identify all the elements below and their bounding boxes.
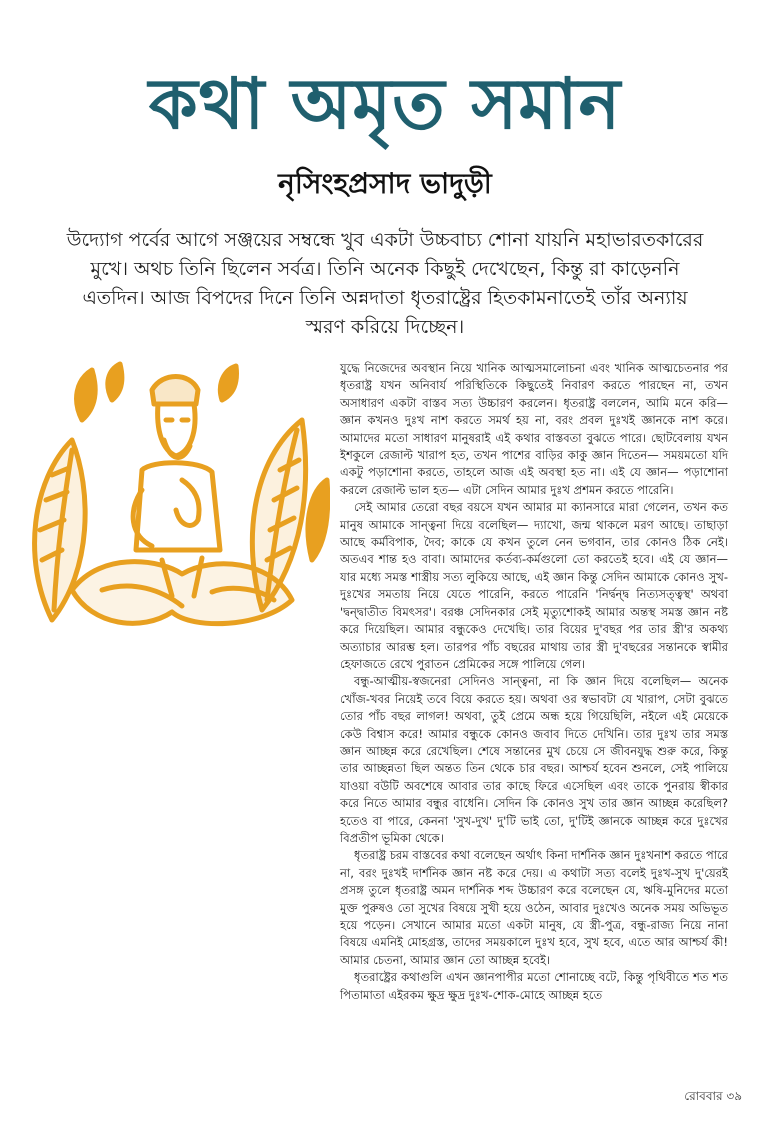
author-name: নৃসিংহপ্রসাদ ভাদুড়ী (278, 167, 492, 200)
body-paragraph: সেই আমার তেরো বছর বয়সে যখন আমার মা ক্যানসারে মারা গেলেন, তখন কত মানুষ আমাকে সান্ত্বনা দিয়ে বলেছিল— দ্যাখো, জন্ম থাকলে মরণ আছে। তাছাড়া আছে কর্মবিপাক, দৈব; কাকে যে কখন তুলে নেন ভগবান, তার কোনও ঠিক নেই। অতএব শান্ত হও বাবা। আমাদের কর্তব্য-কর্মগুলো তো করতেই হবে। এই যে জ্ঞান— যার মধ্যে সমস্ত শাস্ত্রীয় সত্য লুকিয়ে আছে, এই জ্ঞান কিন্তু সেদিন আমাকে কোনও সুখ-দুঃখের সমতায় নিয়ে যেতে পারেনি, করতে পারেনি 'নির্দ্বন্দ্ব নিত্যসত্ত্বস্থ' অথবা 'দ্বন্দ্বাতীত বিমৎসর'। বরঞ্চ সেদিনকার সেই মৃত্যুশোকই আমার অন্তস্থ সমস্ত জ্ঞান নষ্ট করে দিয়েছিল। আমার বন্ধুকেও দেখেছি। তার বিয়ের দু'বছর পর তার স্ত্রী'র অকথ্য অত্যাচার আরম্ভ হল। তারপর পাঁচ বছরের মাথায় তার স্ত্রী দু'বছরের সন্তানকে স্বামীর হেফাজতে রেখে পুরাতন প্রেমিকের সঙ্গে পালিয়ে গেল। (340, 500, 728, 671)
body-paragraph: ধৃতরাষ্ট্রের কথাগুলি এখন জ্ঞানপাপীর মতো শোনাচ্ছে বটে, কিন্তু পৃথিবীতে শত শত পিতামাতা এইরকম ক্ষুদ্র ক্ষুদ্র দুঃখ-শোক-মোহে আচ্ছন্ন হতে (340, 970, 728, 1002)
body-paragraph: ধৃতরাষ্ট্র চরম বাস্তবের কথা বলেছেন অর্থাৎ কিনা দার্শনিক জ্ঞান দুঃখনাশ করতে পারে না, বরং দুঃখই দার্শনিক জ্ঞান নষ্ট করে দেয়। এ কথাটা সত্য বলেই দুঃখ-সুখ দু'য়েরই প্রসঙ্গ তুলে ধৃতরাষ্ট্র অমন দার্শনিক শব্দ উচ্চারণ করে বলেছেন যে, ঋষি-মুনিদের মতো মুক্ত পুরুষও তো সুখের বিষয়ে সুখী হয়ে ওঠেন, আবার দুঃখেও অনেক সময় অভিভূত হয়ে পড়েন। সেখানে আমার মতো একটা মানুষ, যে স্ত্রী-পুত্র, বন্ধু-রাজ্য নিয়ে নানা বিষয়ে এমনিই মোহগ্রস্ত, তাদের সময়কালে দুঃখ হবে, সুখ হবে, এতে আর আশ্চর্য কী! আমার চেতনা, আমার জ্ঞান তো আচ্ছন্ন হবেই। (340, 848, 728, 967)
body-paragraph: যুদ্ধে নিজেদের অবস্থান নিয়ে খানিক আত্মসমালোচনা এবং খানিক আত্মচেতনার পর ধৃতরাষ্ট্র যখন অনিবার্য পরিস্থিতিকে কিছুতেই নিবারণ করতে পারছেন না, তখন অসাধারণ একটা বাস্তব সত্য উচ্চারণ করলেন। ধৃতরাষ্ট্র বললেন, আমি মনে করি— জ্ঞান কখনও দুঃখ নাশ করতে সমর্থ হয় না, বরং প্রবল দুঃখই জ্ঞানকে নাশ করে। আমাদের মতো সাধারণ মানুষরাই এই কথার বাস্তবতা বুঝতে পারে। ছোটবেলায় যখন ইশকুলে রেজাল্ট খারাপ হত, তখন পাশের বাড়ির কাকু জ্ঞান দিতেন— সময়মতো যদি একটু পড়াশোনা করতে, তাহলে আজ এই অবস্থা হত না। এই যে জ্ঞান— পড়াশোনা করলে রেজাল্ট ভাল হত— এটা সেদিন আমার দুঃখ প্রশমন করতে পারেনি। (340, 361, 728, 497)
page-footer: রোববার ৩৯ (684, 1089, 742, 1103)
sage-illustration (12, 360, 330, 660)
body-paragraph: বন্ধু-আত্মীয়-স্বজনেরা সেদিনও সান্ত্বনা, না কি জ্ঞান দিয়ে বলেছিল— অনেক খোঁজ-খবর নিয়েই তবে বিয়ে করতে হয়। অথবা ওর স্বভাবটা যে খারাপ, সেটা বুঝতে তোর পাঁচ বছর লাগল! অথবা, তুই প্রেমে অন্ধ হয়ে গিয়েছিলি, নইলে এই মেয়েকে কেউ বিশ্বাস করে! আমার বন্ধুকে কোনও জবাব দিতে দেখিনি। তার দুঃখ তার সমস্ত জ্ঞান আচ্ছন্ন করে রেখেছিল। শেষে সন্তানের মুখ চেয়ে সে জীবনযুদ্ধ শুরু করে, কিন্তু তার আচ্ছন্নতা ছিল অন্তত তিন থেকে চার বছর। আশ্চর্য হবেন শুনলে, সেই পালিয়ে যাওয়া বউটি অবশেষে আবার তার কাছে ফিরে এসেছিল এবং তাকে পুনরায় স্বীকার করে নিতে আমার বন্ধুর বাধেনি। সেদিন কি কোনও সুখ তার জ্ঞান আচ্ছন্ন করেছিল? হতেও বা পারে, কেননা 'সুখ-দুখ' দু'টি ভাই তো, দু'টিই জ্ঞানকে আচ্ছন্ন করে দুঃখের বিপ্রতীপ ভূমিকা থেকে। (340, 674, 728, 845)
intro-text: উদ্যোগ পর্বের আগে সঞ্জয়ের সম্বন্ধে খুব একটা উচ্চবাচ্য শোনা যায়নি মহাভারতকারের মুখে। অথচ তিনি ছিলেন সর্বত্র। তিনি অনেক কিছুই দেখেছেন, কিন্তু রা কাড়েননি এতদিন। আজ বিপদের দিনে তিনি অন্নদাতা ধৃতরাষ্ট্রের হিতকামনাতেই তাঁর অন্যায় স্মরণ করিয়ে দিচ্ছেন। (66, 229, 704, 338)
article-title: কথা অমৃত সমান (148, 62, 622, 145)
article-body (340, 360, 728, 1004)
